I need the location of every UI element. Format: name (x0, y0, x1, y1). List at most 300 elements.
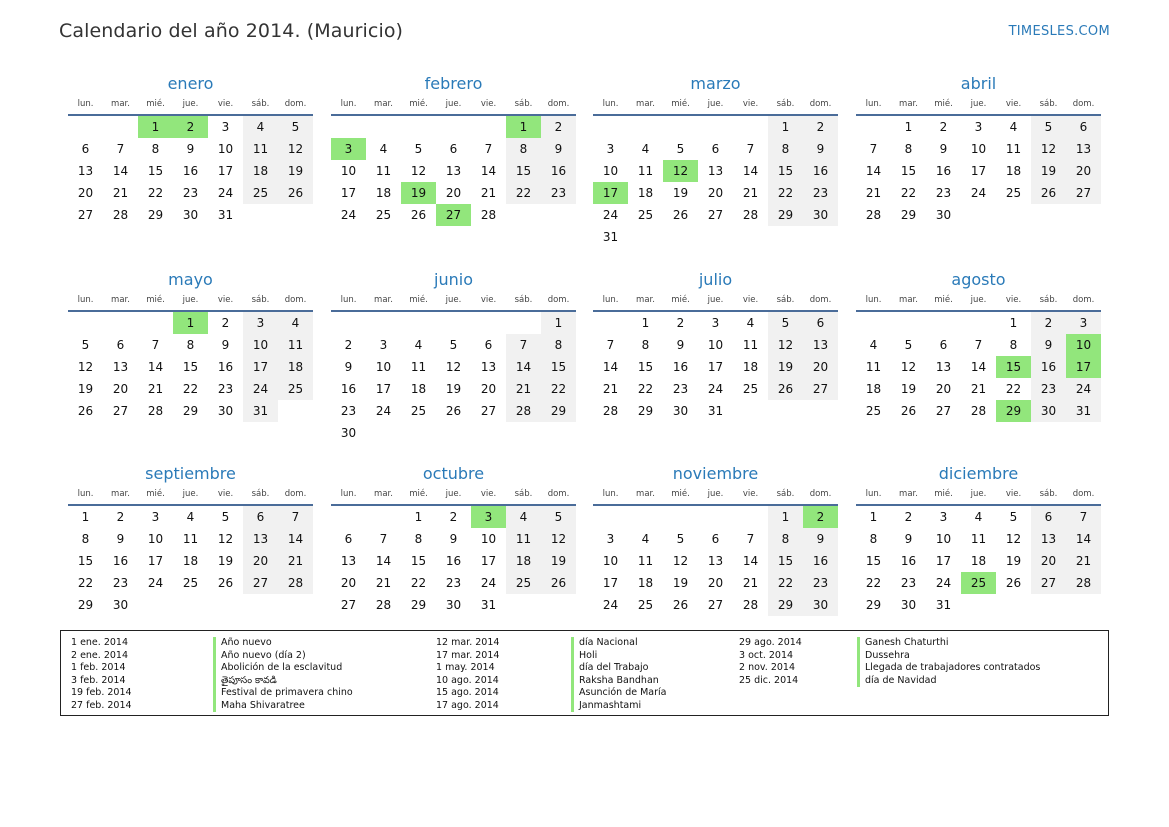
day-cell[interactable]: 5 (278, 116, 313, 138)
day-cell[interactable]: 6 (243, 506, 278, 528)
day-cell[interactable]: 5 (449, 338, 458, 352)
day-cell[interactable]: 30 (935, 208, 952, 222)
holiday-day-cell[interactable]: 17 (593, 182, 628, 204)
day-cell[interactable]: 30 (445, 598, 462, 612)
day-cell[interactable]: 20 (77, 186, 94, 200)
day-cell[interactable]: 23 (803, 182, 838, 204)
day-cell[interactable]: 13 (243, 528, 278, 550)
holiday-day-cell[interactable]: 2 (173, 116, 208, 138)
day-cell[interactable]: 23 (445, 576, 462, 590)
day-cell[interactable]: 25 (243, 182, 278, 204)
day-cell[interactable]: 9 (221, 338, 230, 352)
day-cell[interactable]: 3 (939, 510, 948, 524)
day-cell[interactable]: 4 (379, 142, 388, 156)
day-cell[interactable]: 9 (541, 138, 576, 160)
day-cell[interactable]: 30 (1031, 400, 1066, 422)
day-cell[interactable]: 29 (147, 208, 164, 222)
day-cell[interactable]: 20 (707, 576, 724, 590)
day-cell[interactable]: 14 (147, 360, 164, 374)
day-cell[interactable]: 10 (480, 532, 497, 546)
day-cell[interactable]: 13 (1066, 138, 1101, 160)
day-cell[interactable]: 7 (379, 532, 388, 546)
day-cell[interactable]: 1 (541, 312, 576, 334)
day-cell[interactable]: 23 (1031, 378, 1066, 400)
day-cell[interactable]: 24 (970, 186, 987, 200)
day-cell[interactable]: 10 (147, 532, 164, 546)
day-cell[interactable]: 18 (970, 554, 987, 568)
day-cell[interactable]: 4 (243, 116, 278, 138)
day-cell[interactable]: 31 (935, 598, 952, 612)
day-cell[interactable]: 8 (1009, 338, 1018, 352)
day-cell[interactable]: 15 (541, 356, 576, 378)
day-cell[interactable]: 13 (340, 554, 357, 568)
holiday-day-cell[interactable]: 3 (471, 506, 506, 528)
day-cell[interactable]: 25 (1005, 186, 1022, 200)
day-cell[interactable]: 7 (746, 142, 755, 156)
day-cell[interactable]: 2 (221, 316, 230, 330)
day-cell[interactable]: 18 (182, 554, 199, 568)
day-cell[interactable]: 8 (414, 532, 423, 546)
day-cell[interactable]: 10 (375, 360, 392, 374)
day-cell[interactable]: 22 (900, 186, 917, 200)
day-cell[interactable]: 28 (742, 598, 759, 612)
day-cell[interactable]: 8 (506, 138, 541, 160)
day-cell[interactable]: 24 (340, 208, 357, 222)
day-cell[interactable]: 10 (602, 164, 619, 178)
day-cell[interactable]: 26 (278, 182, 313, 204)
day-cell[interactable]: 2 (449, 510, 458, 524)
day-cell[interactable]: 6 (81, 142, 90, 156)
day-cell[interactable]: 5 (1009, 510, 1018, 524)
day-cell[interactable]: 25 (742, 382, 759, 396)
day-cell[interactable]: 3 (379, 338, 388, 352)
day-cell[interactable]: 24 (602, 598, 619, 612)
day-cell[interactable]: 8 (81, 532, 90, 546)
day-cell[interactable]: 11 (375, 164, 392, 178)
day-cell[interactable]: 12 (672, 554, 689, 568)
holiday-day-cell[interactable]: 3 (331, 138, 366, 160)
day-cell[interactable]: 20 (445, 186, 462, 200)
day-cell[interactable]: 19 (1031, 160, 1066, 182)
day-cell[interactable]: 27 (707, 208, 724, 222)
day-cell[interactable]: 1 (641, 316, 650, 330)
day-cell[interactable]: 25 (182, 576, 199, 590)
holiday-day-cell[interactable]: 27 (436, 204, 471, 226)
day-cell[interactable]: 13 (935, 360, 952, 374)
day-cell[interactable]: 14 (480, 164, 497, 178)
day-cell[interactable]: 14 (506, 356, 541, 378)
day-cell[interactable]: 12 (278, 138, 313, 160)
day-cell[interactable]: 18 (243, 160, 278, 182)
day-cell[interactable]: 7 (869, 142, 878, 156)
day-cell[interactable]: 5 (414, 142, 423, 156)
day-cell[interactable]: 18 (1005, 164, 1022, 178)
day-cell[interactable]: 19 (768, 356, 803, 378)
day-cell[interactable]: 26 (445, 404, 462, 418)
day-cell[interactable]: 2 (116, 510, 125, 524)
day-cell[interactable]: 22 (541, 378, 576, 400)
day-cell[interactable]: 9 (803, 138, 838, 160)
day-cell[interactable]: 11 (182, 532, 199, 546)
day-cell[interactable]: 23 (900, 576, 917, 590)
holiday-day-cell[interactable]: 1 (173, 312, 208, 334)
day-cell[interactable]: 11 (243, 138, 278, 160)
day-cell[interactable]: 26 (541, 572, 576, 594)
day-cell[interactable]: 13 (112, 360, 129, 374)
day-cell[interactable]: 24 (602, 208, 619, 222)
day-cell[interactable]: 11 (278, 334, 313, 356)
day-cell[interactable]: 27 (1066, 182, 1101, 204)
holiday-day-cell[interactable]: 19 (401, 182, 436, 204)
day-cell[interactable]: 11 (410, 360, 427, 374)
day-cell[interactable]: 16 (1031, 356, 1066, 378)
day-cell[interactable]: 21 (865, 186, 882, 200)
day-cell[interactable]: 17 (243, 356, 278, 378)
day-cell[interactable]: 24 (707, 382, 724, 396)
day-cell[interactable]: 4 (746, 316, 755, 330)
day-cell[interactable]: 21 (742, 186, 759, 200)
day-cell[interactable]: 11 (970, 532, 987, 546)
day-cell[interactable]: 13 (803, 334, 838, 356)
day-cell[interactable]: 3 (221, 120, 230, 134)
day-cell[interactable]: 23 (803, 572, 838, 594)
day-cell[interactable]: 31 (243, 400, 278, 422)
day-cell[interactable]: 8 (541, 334, 576, 356)
day-cell[interactable]: 27 (1031, 572, 1066, 594)
day-cell[interactable]: 5 (676, 532, 685, 546)
day-cell[interactable]: 26 (672, 598, 689, 612)
day-cell[interactable]: 15 (410, 554, 427, 568)
day-cell[interactable]: 9 (939, 142, 948, 156)
day-cell[interactable]: 31 (707, 404, 724, 418)
day-cell[interactable]: 4 (641, 142, 650, 156)
day-cell[interactable]: 2 (904, 510, 913, 524)
day-cell[interactable]: 17 (375, 382, 392, 396)
day-cell[interactable]: 11 (1005, 142, 1022, 156)
day-cell[interactable]: 8 (768, 528, 803, 550)
day-cell[interactable]: 21 (112, 186, 129, 200)
day-cell[interactable]: 30 (900, 598, 917, 612)
day-cell[interactable]: 25 (637, 208, 654, 222)
day-cell[interactable]: 11 (637, 164, 654, 178)
day-cell[interactable]: 25 (506, 572, 541, 594)
holiday-day-cell[interactable]: 12 (663, 160, 698, 182)
day-cell[interactable]: 13 (707, 164, 724, 178)
day-cell[interactable]: 7 (506, 334, 541, 356)
day-cell[interactable]: 20 (707, 186, 724, 200)
day-cell[interactable]: 8 (641, 338, 650, 352)
holiday-day-cell[interactable]: 1 (138, 116, 173, 138)
day-cell[interactable]: 29 (768, 594, 803, 616)
day-cell[interactable]: 15 (77, 554, 94, 568)
day-cell[interactable]: 25 (637, 598, 654, 612)
day-cell[interactable]: 29 (77, 598, 94, 612)
day-cell[interactable]: 18 (865, 382, 882, 396)
day-cell[interactable]: 7 (606, 338, 615, 352)
day-cell[interactable]: 3 (606, 142, 615, 156)
day-cell[interactable]: 7 (484, 142, 493, 156)
day-cell[interactable]: 18 (278, 356, 313, 378)
day-cell[interactable]: 9 (186, 142, 195, 156)
day-cell[interactable]: 12 (1005, 532, 1022, 546)
day-cell[interactable]: 23 (182, 186, 199, 200)
day-cell[interactable]: 29 (541, 400, 576, 422)
day-cell[interactable]: 16 (182, 164, 199, 178)
day-cell[interactable]: 15 (637, 360, 654, 374)
day-cell[interactable]: 1 (768, 506, 803, 528)
day-cell[interactable]: 13 (77, 164, 94, 178)
day-cell[interactable]: 3 (243, 312, 278, 334)
day-cell[interactable]: 7 (116, 142, 125, 156)
day-cell[interactable]: 6 (1066, 116, 1101, 138)
day-cell[interactable]: 24 (243, 378, 278, 400)
day-cell[interactable]: 6 (449, 142, 458, 156)
day-cell[interactable]: 24 (375, 404, 392, 418)
day-cell[interactable]: 14 (865, 164, 882, 178)
day-cell[interactable]: 27 (480, 404, 497, 418)
day-cell[interactable]: 22 (77, 576, 94, 590)
day-cell[interactable]: 30 (672, 404, 689, 418)
day-cell[interactable]: 17 (602, 576, 619, 590)
day-cell[interactable]: 20 (935, 382, 952, 396)
day-cell[interactable]: 11 (742, 338, 759, 352)
day-cell[interactable]: 9 (676, 338, 685, 352)
day-cell[interactable]: 29 (768, 204, 803, 226)
day-cell[interactable]: 21 (375, 576, 392, 590)
day-cell[interactable]: 21 (147, 382, 164, 396)
day-cell[interactable]: 27 (803, 378, 838, 400)
day-cell[interactable]: 28 (112, 208, 129, 222)
day-cell[interactable]: 19 (541, 550, 576, 572)
day-cell[interactable]: 16 (541, 160, 576, 182)
day-cell[interactable]: 22 (768, 572, 803, 594)
day-cell[interactable]: 31 (217, 208, 234, 222)
day-cell[interactable]: 11 (506, 528, 541, 550)
day-cell[interactable]: 2 (541, 116, 576, 138)
day-cell[interactable]: 19 (1005, 554, 1022, 568)
day-cell[interactable]: 14 (742, 554, 759, 568)
day-cell[interactable]: 18 (637, 186, 654, 200)
day-cell[interactable]: 4 (641, 532, 650, 546)
day-cell[interactable]: 9 (116, 532, 125, 546)
day-cell[interactable]: 19 (672, 576, 689, 590)
day-cell[interactable]: 9 (803, 528, 838, 550)
day-cell[interactable]: 21 (506, 378, 541, 400)
day-cell[interactable]: 29 (865, 598, 882, 612)
day-cell[interactable]: 4 (278, 312, 313, 334)
day-cell[interactable]: 14 (970, 360, 987, 374)
day-cell[interactable]: 21 (1066, 550, 1101, 572)
day-cell[interactable]: 10 (340, 164, 357, 178)
day-cell[interactable]: 10 (243, 334, 278, 356)
day-cell[interactable]: 28 (970, 404, 987, 418)
day-cell[interactable]: 3 (1066, 312, 1101, 334)
day-cell[interactable]: 21 (970, 382, 987, 396)
day-cell[interactable]: 17 (935, 554, 952, 568)
day-cell[interactable]: 12 (541, 528, 576, 550)
day-cell[interactable]: 27 (112, 404, 129, 418)
day-cell[interactable]: 21 (278, 550, 313, 572)
day-cell[interactable]: 9 (1031, 334, 1066, 356)
day-cell[interactable]: 16 (803, 550, 838, 572)
day-cell[interactable]: 11 (865, 360, 882, 374)
day-cell[interactable]: 19 (900, 382, 917, 396)
day-cell[interactable]: 4 (414, 338, 423, 352)
day-cell[interactable]: 31 (1066, 400, 1101, 422)
day-cell[interactable]: 14 (1066, 528, 1101, 550)
day-cell[interactable]: 15 (865, 554, 882, 568)
day-cell[interactable]: 5 (768, 312, 803, 334)
day-cell[interactable]: 17 (340, 186, 357, 200)
day-cell[interactable]: 7 (151, 338, 160, 352)
day-cell[interactable]: 30 (217, 404, 234, 418)
day-cell[interactable]: 26 (768, 378, 803, 400)
day-cell[interactable]: 25 (278, 378, 313, 400)
day-cell[interactable]: 23 (217, 382, 234, 396)
day-cell[interactable]: 15 (506, 160, 541, 182)
day-cell[interactable]: 8 (869, 532, 878, 546)
day-cell[interactable]: 12 (217, 532, 234, 546)
day-cell[interactable]: 22 (410, 576, 427, 590)
day-cell[interactable]: 28 (865, 208, 882, 222)
day-cell[interactable]: 6 (1031, 506, 1066, 528)
day-cell[interactable]: 17 (217, 164, 234, 178)
day-cell[interactable]: 5 (221, 510, 230, 524)
day-cell[interactable]: 28 (1066, 572, 1101, 594)
day-cell[interactable]: 11 (637, 554, 654, 568)
day-cell[interactable]: 22 (865, 576, 882, 590)
day-cell[interactable]: 18 (410, 382, 427, 396)
day-cell[interactable]: 22 (506, 182, 541, 204)
day-cell[interactable]: 7 (278, 506, 313, 528)
day-cell[interactable]: 13 (1031, 528, 1066, 550)
day-cell[interactable]: 27 (935, 404, 952, 418)
day-cell[interactable]: 31 (480, 598, 497, 612)
day-cell[interactable]: 27 (340, 598, 357, 612)
day-cell[interactable]: 23 (340, 404, 357, 418)
day-cell[interactable]: 15 (147, 164, 164, 178)
day-cell[interactable]: 30 (112, 598, 129, 612)
day-cell[interactable]: 24 (217, 186, 234, 200)
day-cell[interactable]: 3 (151, 510, 160, 524)
day-cell[interactable]: 1 (869, 510, 878, 524)
day-cell[interactable]: 6 (344, 532, 353, 546)
day-cell[interactable]: 13 (445, 164, 462, 178)
day-cell[interactable]: 4 (186, 510, 195, 524)
day-cell[interactable]: 24 (935, 576, 952, 590)
day-cell[interactable]: 2 (676, 316, 685, 330)
day-cell[interactable]: 27 (77, 208, 94, 222)
day-cell[interactable]: 30 (182, 208, 199, 222)
day-cell[interactable]: 15 (182, 360, 199, 374)
day-cell[interactable]: 28 (742, 208, 759, 222)
day-cell[interactable]: 14 (278, 528, 313, 550)
day-cell[interactable]: 29 (182, 404, 199, 418)
day-cell[interactable]: 24 (147, 576, 164, 590)
day-cell[interactable]: 16 (900, 554, 917, 568)
day-cell[interactable]: 27 (707, 598, 724, 612)
day-cell[interactable]: 31 (602, 230, 619, 244)
day-cell[interactable]: 23 (672, 382, 689, 396)
day-cell[interactable]: 29 (410, 598, 427, 612)
day-cell[interactable]: 26 (1031, 182, 1066, 204)
day-cell[interactable]: 8 (186, 338, 195, 352)
day-cell[interactable]: 17 (707, 360, 724, 374)
day-cell[interactable]: 3 (974, 120, 983, 134)
day-cell[interactable]: 25 (375, 208, 392, 222)
day-cell[interactable]: 28 (480, 208, 497, 222)
day-cell[interactable]: 15 (900, 164, 917, 178)
holiday-day-cell[interactable]: 2 (803, 506, 838, 528)
day-cell[interactable]: 23 (112, 576, 129, 590)
day-cell[interactable]: 4 (974, 510, 983, 524)
day-cell[interactable]: 25 (410, 404, 427, 418)
day-cell[interactable]: 17 (970, 164, 987, 178)
day-cell[interactable]: 6 (803, 312, 838, 334)
holiday-day-cell[interactable]: 17 (1066, 356, 1101, 378)
day-cell[interactable]: 1 (1009, 316, 1018, 330)
day-cell[interactable]: 15 (768, 550, 803, 572)
holiday-day-cell[interactable]: 25 (961, 572, 996, 594)
day-cell[interactable]: 15 (768, 160, 803, 182)
day-cell[interactable]: 5 (676, 142, 685, 156)
holiday-day-cell[interactable]: 15 (996, 356, 1031, 378)
day-cell[interactable]: 6 (711, 532, 720, 546)
day-cell[interactable]: 20 (340, 576, 357, 590)
day-cell[interactable]: 22 (768, 182, 803, 204)
day-cell[interactable]: 7 (746, 532, 755, 546)
day-cell[interactable]: 1 (414, 510, 423, 524)
day-cell[interactable]: 21 (742, 576, 759, 590)
day-cell[interactable]: 24 (480, 576, 497, 590)
day-cell[interactable]: 5 (541, 506, 576, 528)
day-cell[interactable]: 19 (217, 554, 234, 568)
day-cell[interactable]: 16 (340, 382, 357, 396)
day-cell[interactable]: 16 (803, 160, 838, 182)
day-cell[interactable]: 6 (116, 338, 125, 352)
day-cell[interactable]: 20 (243, 550, 278, 572)
day-cell[interactable]: 6 (939, 338, 948, 352)
day-cell[interactable]: 22 (147, 186, 164, 200)
day-cell[interactable]: 1 (768, 116, 803, 138)
day-cell[interactable]: 26 (217, 576, 234, 590)
day-cell[interactable]: 18 (742, 360, 759, 374)
day-cell[interactable]: 23 (541, 182, 576, 204)
day-cell[interactable]: 28 (602, 404, 619, 418)
day-cell[interactable]: 26 (1005, 576, 1022, 590)
day-cell[interactable]: 30 (340, 426, 357, 440)
day-cell[interactable]: 21 (480, 186, 497, 200)
day-cell[interactable]: 13 (707, 554, 724, 568)
day-cell[interactable]: 18 (375, 186, 392, 200)
day-cell[interactable]: 20 (480, 382, 497, 396)
day-cell[interactable]: 9 (904, 532, 913, 546)
day-cell[interactable]: 8 (151, 142, 160, 156)
day-cell[interactable]: 3 (606, 532, 615, 546)
day-cell[interactable]: 28 (278, 572, 313, 594)
day-cell[interactable]: 12 (77, 360, 94, 374)
day-cell[interactable]: 17 (147, 554, 164, 568)
day-cell[interactable]: 24 (1066, 378, 1101, 400)
day-cell[interactable]: 22 (637, 382, 654, 396)
day-cell[interactable]: 10 (602, 554, 619, 568)
day-cell[interactable]: 10 (970, 142, 987, 156)
day-cell[interactable]: 23 (935, 186, 952, 200)
day-cell[interactable]: 10 (707, 338, 724, 352)
day-cell[interactable]: 4 (506, 506, 541, 528)
day-cell[interactable]: 14 (375, 554, 392, 568)
day-cell[interactable]: 14 (602, 360, 619, 374)
